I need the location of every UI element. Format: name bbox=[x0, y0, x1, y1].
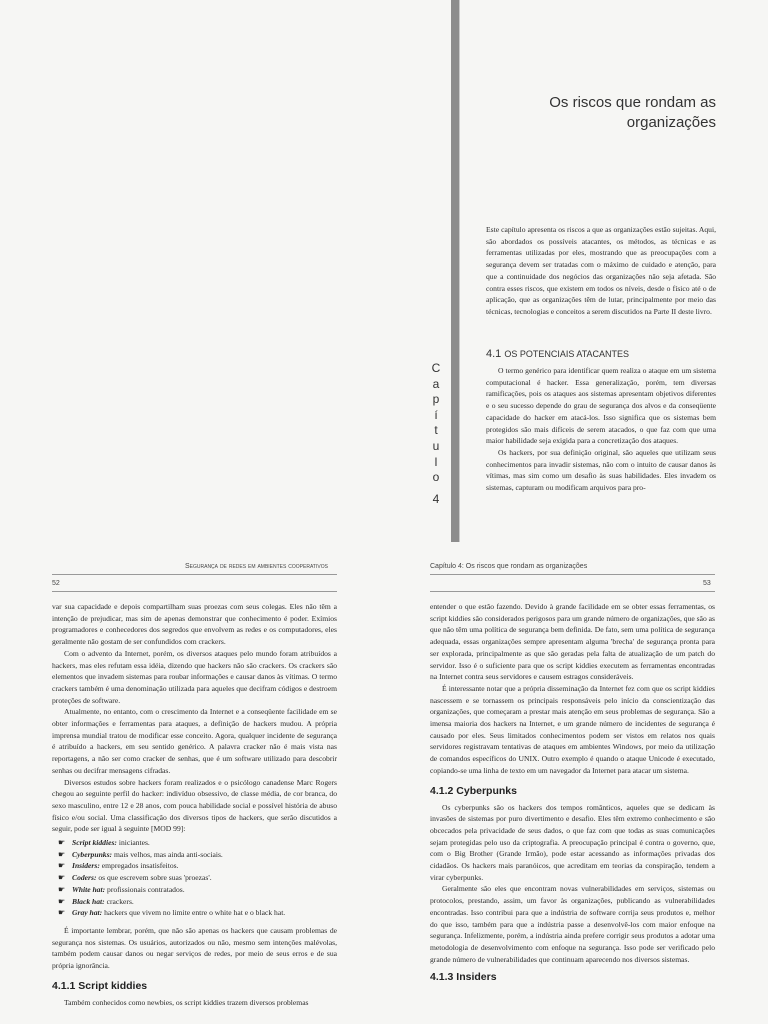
list-item bbox=[52, 884, 337, 896]
running-head-left: Segurança de redes em ambientes cooperativos bbox=[185, 563, 328, 570]
paragraph: É interessante notar que a própria disseminação da Internet fez com que os script kiddies nascessem e se tornassem os principais responsáveis pelo início da conscientização das organizações, que começaram a prestar mais atenção em seus problemas de segurança. São a imensa maioria dos hackers na Internet, e um grande número de incidentes de segurança é causado por eles. Seus limitados conhecimentos podem ser vistos em relatos nos quais servidores registravam tentativas de ataques em ambientes Windows, por meio da utilização de comandos específicos do UNIX. Outro exemplo é quando o ataque Unicode é executado, copiando-se uma linha de texto em um navegador da Internet para atacar um sistema. bbox=[430, 683, 715, 775]
section-number: 4.1 bbox=[486, 348, 502, 360]
list-desc: iniciantes. bbox=[116, 838, 150, 848]
running-head-right: Capítulo 4: Os riscos que rondam as organizações bbox=[430, 563, 588, 570]
list-term: White hat: bbox=[72, 884, 106, 894]
chapter-sidebar-bar bbox=[451, 0, 459, 542]
paragraph: Os cyberpunks são os hackers dos tempos românticos, aqueles que se dedicam às invasões de sistemas por puro divertimento e desafio. Eles têm extremo conhecimento e são obcecados pela privacidade de seus dados, o que faz com que todas as suas comunicações sejam protegidas pelo uso da criptografia. A preocupação principal é contra o governo, que, com o Big Brother (Grande Irmão), pode estar acessando as informações privadas dos cidadãos. Os hackers mais paranóicos, que acreditam em teorias da conspiração, tendem a virar cyberpunks. bbox=[430, 802, 715, 882]
list-desc: crackers. bbox=[104, 896, 134, 906]
list-term: Black hat: bbox=[72, 896, 105, 906]
section-title-text: OS POTENCIAIS ATACANTES bbox=[504, 349, 630, 359]
paragraph: entender o que estão fazendo. Devido à grande facilidade em se obter essas ferramentas, os script kiddies são considerados perigosos para um grande número de organizações, que são as que não têm uma política de segurança bem definida. De fato, sem uma política de segurança adequada, essas organizações sempre apresentam alguma 'brecha' de segurança pronta para ser explorada, principalmente as que são geradas pela falta de atualização de um patch do servidor. Isso é o suficiente para que os script kiddies executem as ferramentas encontradas na Internet contra seus servidores e causem estragos consideráveis. bbox=[430, 602, 715, 682]
paragraph: Geralmente são eles que encontram novas vulnerabilidades em serviços, sistemas ou protocolos, prestando, assim, um favor às organizações, publicando as vulnerabilidades encontradas. Isso contribui para que a indústria de software corrija seus produtos e, melhor do que isso, também para que a indústria passe a desenvolvê-los com maior enfoque na segurança. Infelizmente, porém, a indústria ainda prefere corrigir seus produtos a adotar uma metodologia de desenvolvimento com enfoque na segurança. Isso pode ser verificado pelo grande número de vulnerabilidades que continuam aparecendo nos diversos sistemas. bbox=[430, 884, 715, 964]
chapter-sidebar-edge bbox=[459, 0, 460, 542]
right-page-body bbox=[430, 601, 715, 984]
header-rule bbox=[430, 574, 715, 575]
subsection-heading: 4.1.2 Cyberpunks bbox=[430, 784, 517, 797]
left-page-body bbox=[52, 601, 337, 1007]
list-item bbox=[52, 896, 337, 908]
cut-off-line: Também conhecidos como newbies, os script kiddies trazem diversos problemas bbox=[64, 997, 309, 1007]
header-rule bbox=[430, 591, 715, 592]
list-term: Insiders: bbox=[72, 861, 100, 871]
list-desc: profissionais contratados. bbox=[105, 884, 185, 894]
subsection-heading: 4.1.1 Script kiddies bbox=[52, 979, 148, 992]
list-item bbox=[52, 872, 337, 884]
chapter-letter: u bbox=[432, 438, 440, 453]
page-number-left: 52 bbox=[52, 580, 60, 587]
section-body bbox=[486, 365, 716, 494]
list-term: Coders: bbox=[72, 873, 97, 883]
paragraph: Diversos estudos sobre hackers foram realizados e o psicólogo canadense Marc Rogers chegou ao seguinte perfil do hacker: indivíduo obsessivo, de classe média, de cor branca, do sexo masculino, entre 12 e 28 anos, com pouca habilidade social e possível história de abuso físico e/ou social. Uma classificação dos diversos tipos de hackers, que serão discutidos a seguir, pode ser igual à seguinte [MOD 99]: bbox=[52, 777, 337, 834]
chapter-letter: C bbox=[431, 361, 441, 375]
list-term: Gray hat: bbox=[72, 908, 103, 918]
paragraph: Atualmente, no entanto, com o crescimento da Internet e a conseqüente facilidade em se obter informações e ferramentas para ataques, a definição de hackers mudou. A própria imprensa mundial tratou de modificar esse conceito. Agora, qualquer incidente de segurança é atribuído a hackers, em seu sentido genérico. A palavra cracker não é mais vista nas reportagens, a não ser como cracker de senhas, que é um software utilizado para descobrir senhas ou decifrar mensagens cifradas. bbox=[52, 707, 337, 775]
chapter-letter: o bbox=[432, 470, 440, 485]
subsection-heading-cut: 4.1.3 Insiders bbox=[430, 971, 497, 984]
chapter-vertical-label bbox=[426, 361, 446, 486]
list-desc: mais velhos, mas ainda anti-sociais. bbox=[112, 849, 223, 859]
list-desc: hackers que vivem no limite entre o white hat e o black hat. bbox=[102, 908, 286, 918]
list-term: Script kiddies: bbox=[72, 838, 117, 848]
list-desc: empregados insatisfeitos. bbox=[99, 861, 179, 871]
paragraph: É importante lembrar, porém, que não são apenas os hackers que causam problemas de segurança nos sistemas. Os usuários, autorizados ou não, mesmo sem intenções malévolas, também podem causar danos ou negar serviços de redes, por meio de seus erros e de sua própria ignorância. bbox=[52, 925, 337, 971]
chapter-intro: Este capítulo apresenta os riscos a que as organizações estão sujeitas. Aqui, são abordados os possíveis atacantes, os métodos, as técnicas e as ferramentas utilizadas por eles, mostrando que as preocupações com a segurança devem ser tratadas com o máximo de cuidado e atenção, para que a continuidade dos negócios das organizações não seja afetada. São contra esses riscos, que existem em todos os níveis, desde o físico até o de aplicação, que as organizações têm de lutar, principalmente por meio das técnicas, tecnologias e conceitos a serem discutidos na Parte II deste livro. bbox=[486, 225, 716, 316]
chapter-letter: í bbox=[434, 407, 438, 422]
list-item bbox=[52, 860, 337, 872]
chapter-letter: a bbox=[432, 376, 440, 391]
page-number-right: 53 bbox=[703, 580, 711, 587]
list-desc: os que escrevem sobre suas 'proezas'. bbox=[96, 873, 212, 883]
header-rule bbox=[52, 591, 337, 592]
chapter-title: Os riscos que rondam as organizações bbox=[549, 94, 716, 131]
list-item bbox=[52, 837, 337, 849]
paragraph: O termo genérico para identificar quem realiza o ataque em um sistema computacional é hacker. Essa generalização, porém, tem diversas ramificações, pois os ataques aos sistemas apresentam objetivos diferentes e o seu sucesso depende do grau de segurança dos alvos e da conseqüente capacidade do hacker em atacá-los. Isso significa que os sistemas bem protegidos são mais difíceis de serem atacados, o que faz com que uma maior habilidade seja exigida para a concretização dos ataques. bbox=[486, 366, 716, 446]
header-rule bbox=[52, 574, 337, 575]
section-heading bbox=[486, 348, 629, 360]
list-item bbox=[52, 907, 337, 919]
hacker-types-list bbox=[52, 837, 337, 919]
paragraph: Com o advento da Internet, porém, os diversos ataques pelo mundo foram atribuídos a hackers, mas eles refutam essa idéia, dizendo que hackers não são crackers. Os crackers são elementos que invadem sistemas para roubar informações e causar danos às vítimas. O termo crackers também é uma denominação utilizada para aqueles que decifram códigos e destroem proteções de software. bbox=[52, 648, 337, 705]
list-item bbox=[52, 849, 337, 861]
chapter-letter: l bbox=[434, 454, 438, 469]
chapter-letter: p bbox=[432, 392, 440, 407]
chapter-letter: t bbox=[434, 423, 438, 438]
list-term: Cyberpunks: bbox=[72, 849, 113, 859]
paragraph: var sua capacidade e depois compartilham suas proezas com seus colegas. Eles não têm a intenção de prejudicar, mas sim de apenas demonstrar que conhecimento é poder. Exímios programadores e conhecedores dos segredos que envolvem as redes e os computadores, eles geralmente não gostam de ser confundidos com crackers. bbox=[52, 602, 337, 647]
paragraph: Os hackers, por sua definição original, são aqueles que utilizam seus conhecimentos para invadir sistemas, não com o intuito de causar danos às vítimas, mas sim como um desafio às suas habilidades. Eles invadem os sistemas, capturam ou modificam arquivos para pro- bbox=[486, 447, 716, 493]
chapter-number: 4 bbox=[432, 492, 440, 506]
